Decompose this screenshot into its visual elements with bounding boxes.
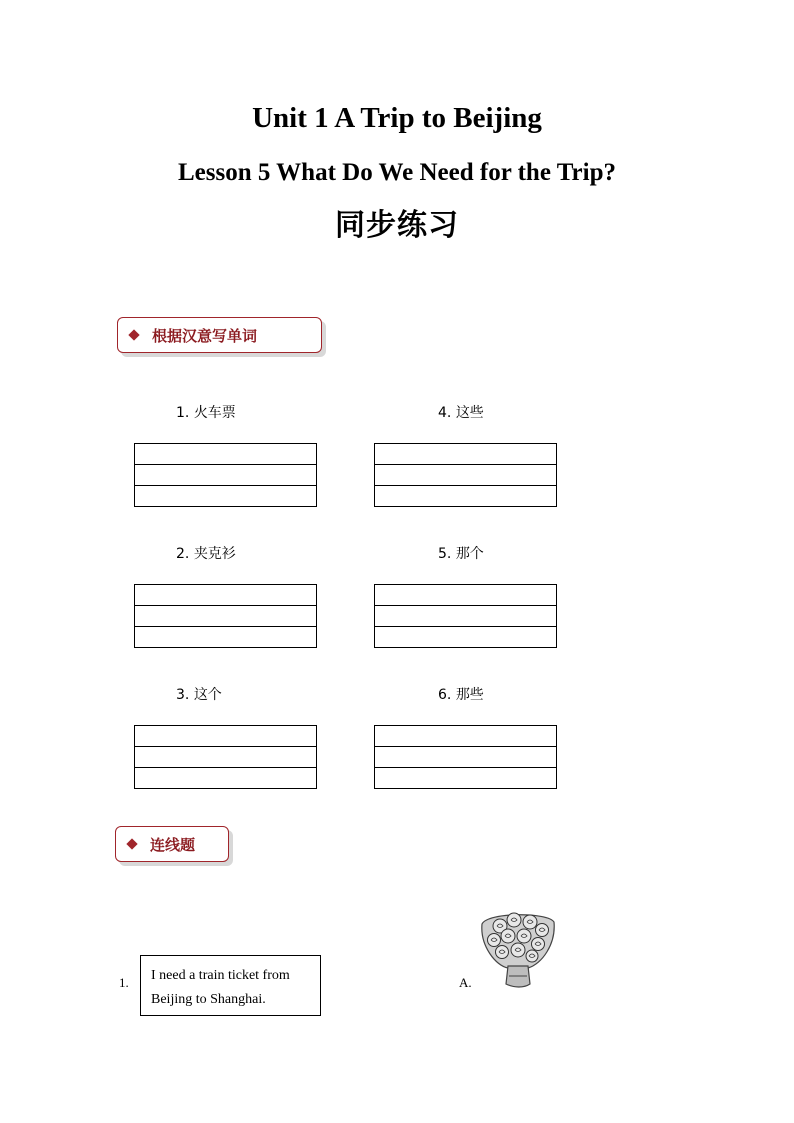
- item-label: 3. 这个: [176, 687, 222, 703]
- answer-lines[interactable]: [134, 725, 317, 789]
- answer-lines[interactable]: [134, 584, 317, 648]
- section-header-translate: [117, 317, 322, 353]
- diamond-icon: [126, 838, 137, 849]
- section-header-matching: [115, 826, 229, 862]
- unit-title: Unit 1 A Trip to Beijing: [252, 102, 542, 134]
- diamond-icon: [128, 329, 139, 340]
- section-label: 根据汉意写单词: [152, 326, 258, 345]
- item-label: 4. 这些: [438, 405, 484, 421]
- item-label: 6. 那些: [438, 687, 484, 703]
- item-label: 2. 夹克衫: [176, 546, 236, 562]
- flower-bouquet-icon[interactable]: [478, 906, 558, 988]
- answer-lines[interactable]: [134, 443, 317, 507]
- answer-lines[interactable]: [374, 584, 557, 648]
- match-item-number: 1.: [119, 975, 129, 990]
- match-option-letter: A.: [459, 975, 472, 990]
- answer-lines[interactable]: [374, 443, 557, 507]
- section-label: 连线题: [150, 835, 196, 854]
- page-subtitle: 同步练习: [335, 208, 459, 243]
- match-sentence-box[interactable]: I need a train ticket from Beijing to Shanghai.: [140, 955, 321, 1016]
- lesson-title: Lesson 5 What Do We Need for the Trip?: [178, 159, 616, 186]
- answer-lines[interactable]: [374, 725, 557, 789]
- item-label: 5. 那个: [438, 546, 484, 562]
- item-label: 1. 火车票: [176, 405, 236, 421]
